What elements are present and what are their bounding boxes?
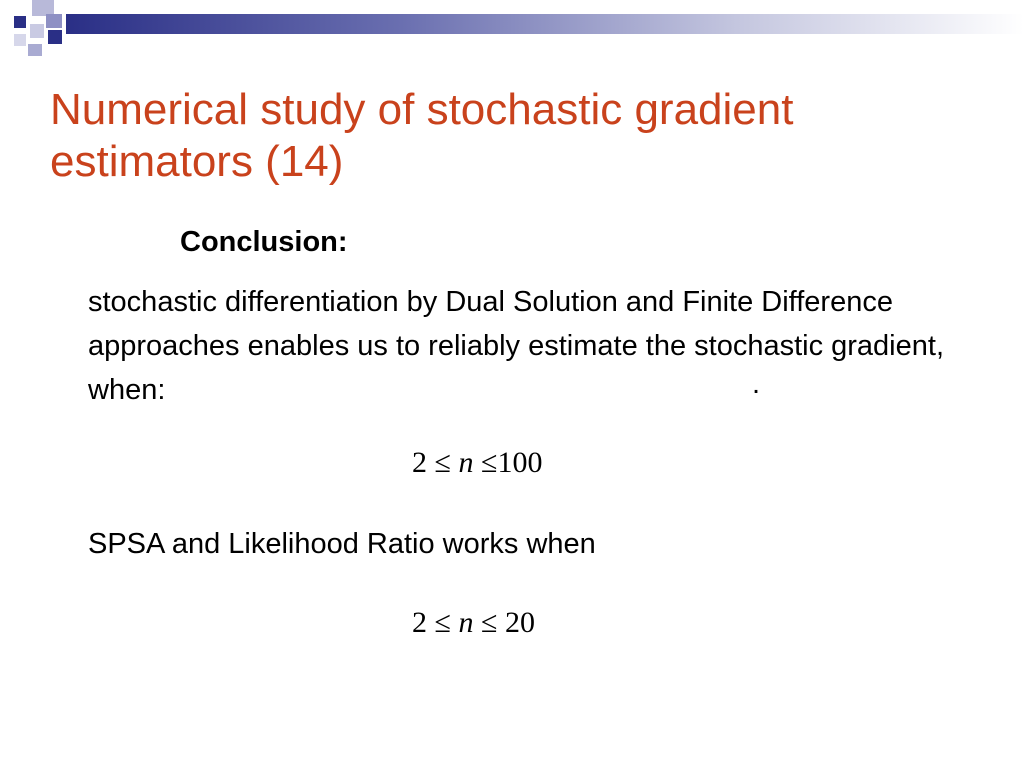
conclusion-heading: Conclusion: [180,226,348,258]
formula1-op2: ≤ [480,446,498,479]
formula2-upper: 20 [504,606,535,639]
deco-square-lavender-4 [28,44,42,56]
formula1-upper: 100 [497,446,543,479]
conclusion-paragraph: stochastic differentiation by Dual Solution and Finite Difference approaches enables us to reliably estimate the stochastic gradient, when: [88,286,944,406]
formula2-op2: ≤ [480,606,498,639]
deco-square-lavender-3 [14,34,26,46]
formula1-var: n [458,446,474,479]
formula-dual-finite [412,446,542,480]
trailing-dot: . [752,368,761,400]
formula1-op1: ≤ [434,446,451,479]
formula-spsa [412,606,535,640]
header-gradient-bar [66,14,1024,34]
formula2-lower: 2 [412,606,427,639]
formula2-var: n [458,606,474,639]
spsa-text: SPSA and Likelihood Ratio works when [88,528,596,560]
deco-square-lavender-2 [30,24,44,38]
formula1-lower: 2 [412,446,427,479]
deco-square-lavender-5 [46,14,62,28]
slide-title: Numerical study of stochastic gradient estimators (14) [50,85,794,186]
deco-square-navy-1 [14,16,26,28]
deco-square-navy-2 [48,30,62,44]
formula2-op1: ≤ [434,606,451,639]
